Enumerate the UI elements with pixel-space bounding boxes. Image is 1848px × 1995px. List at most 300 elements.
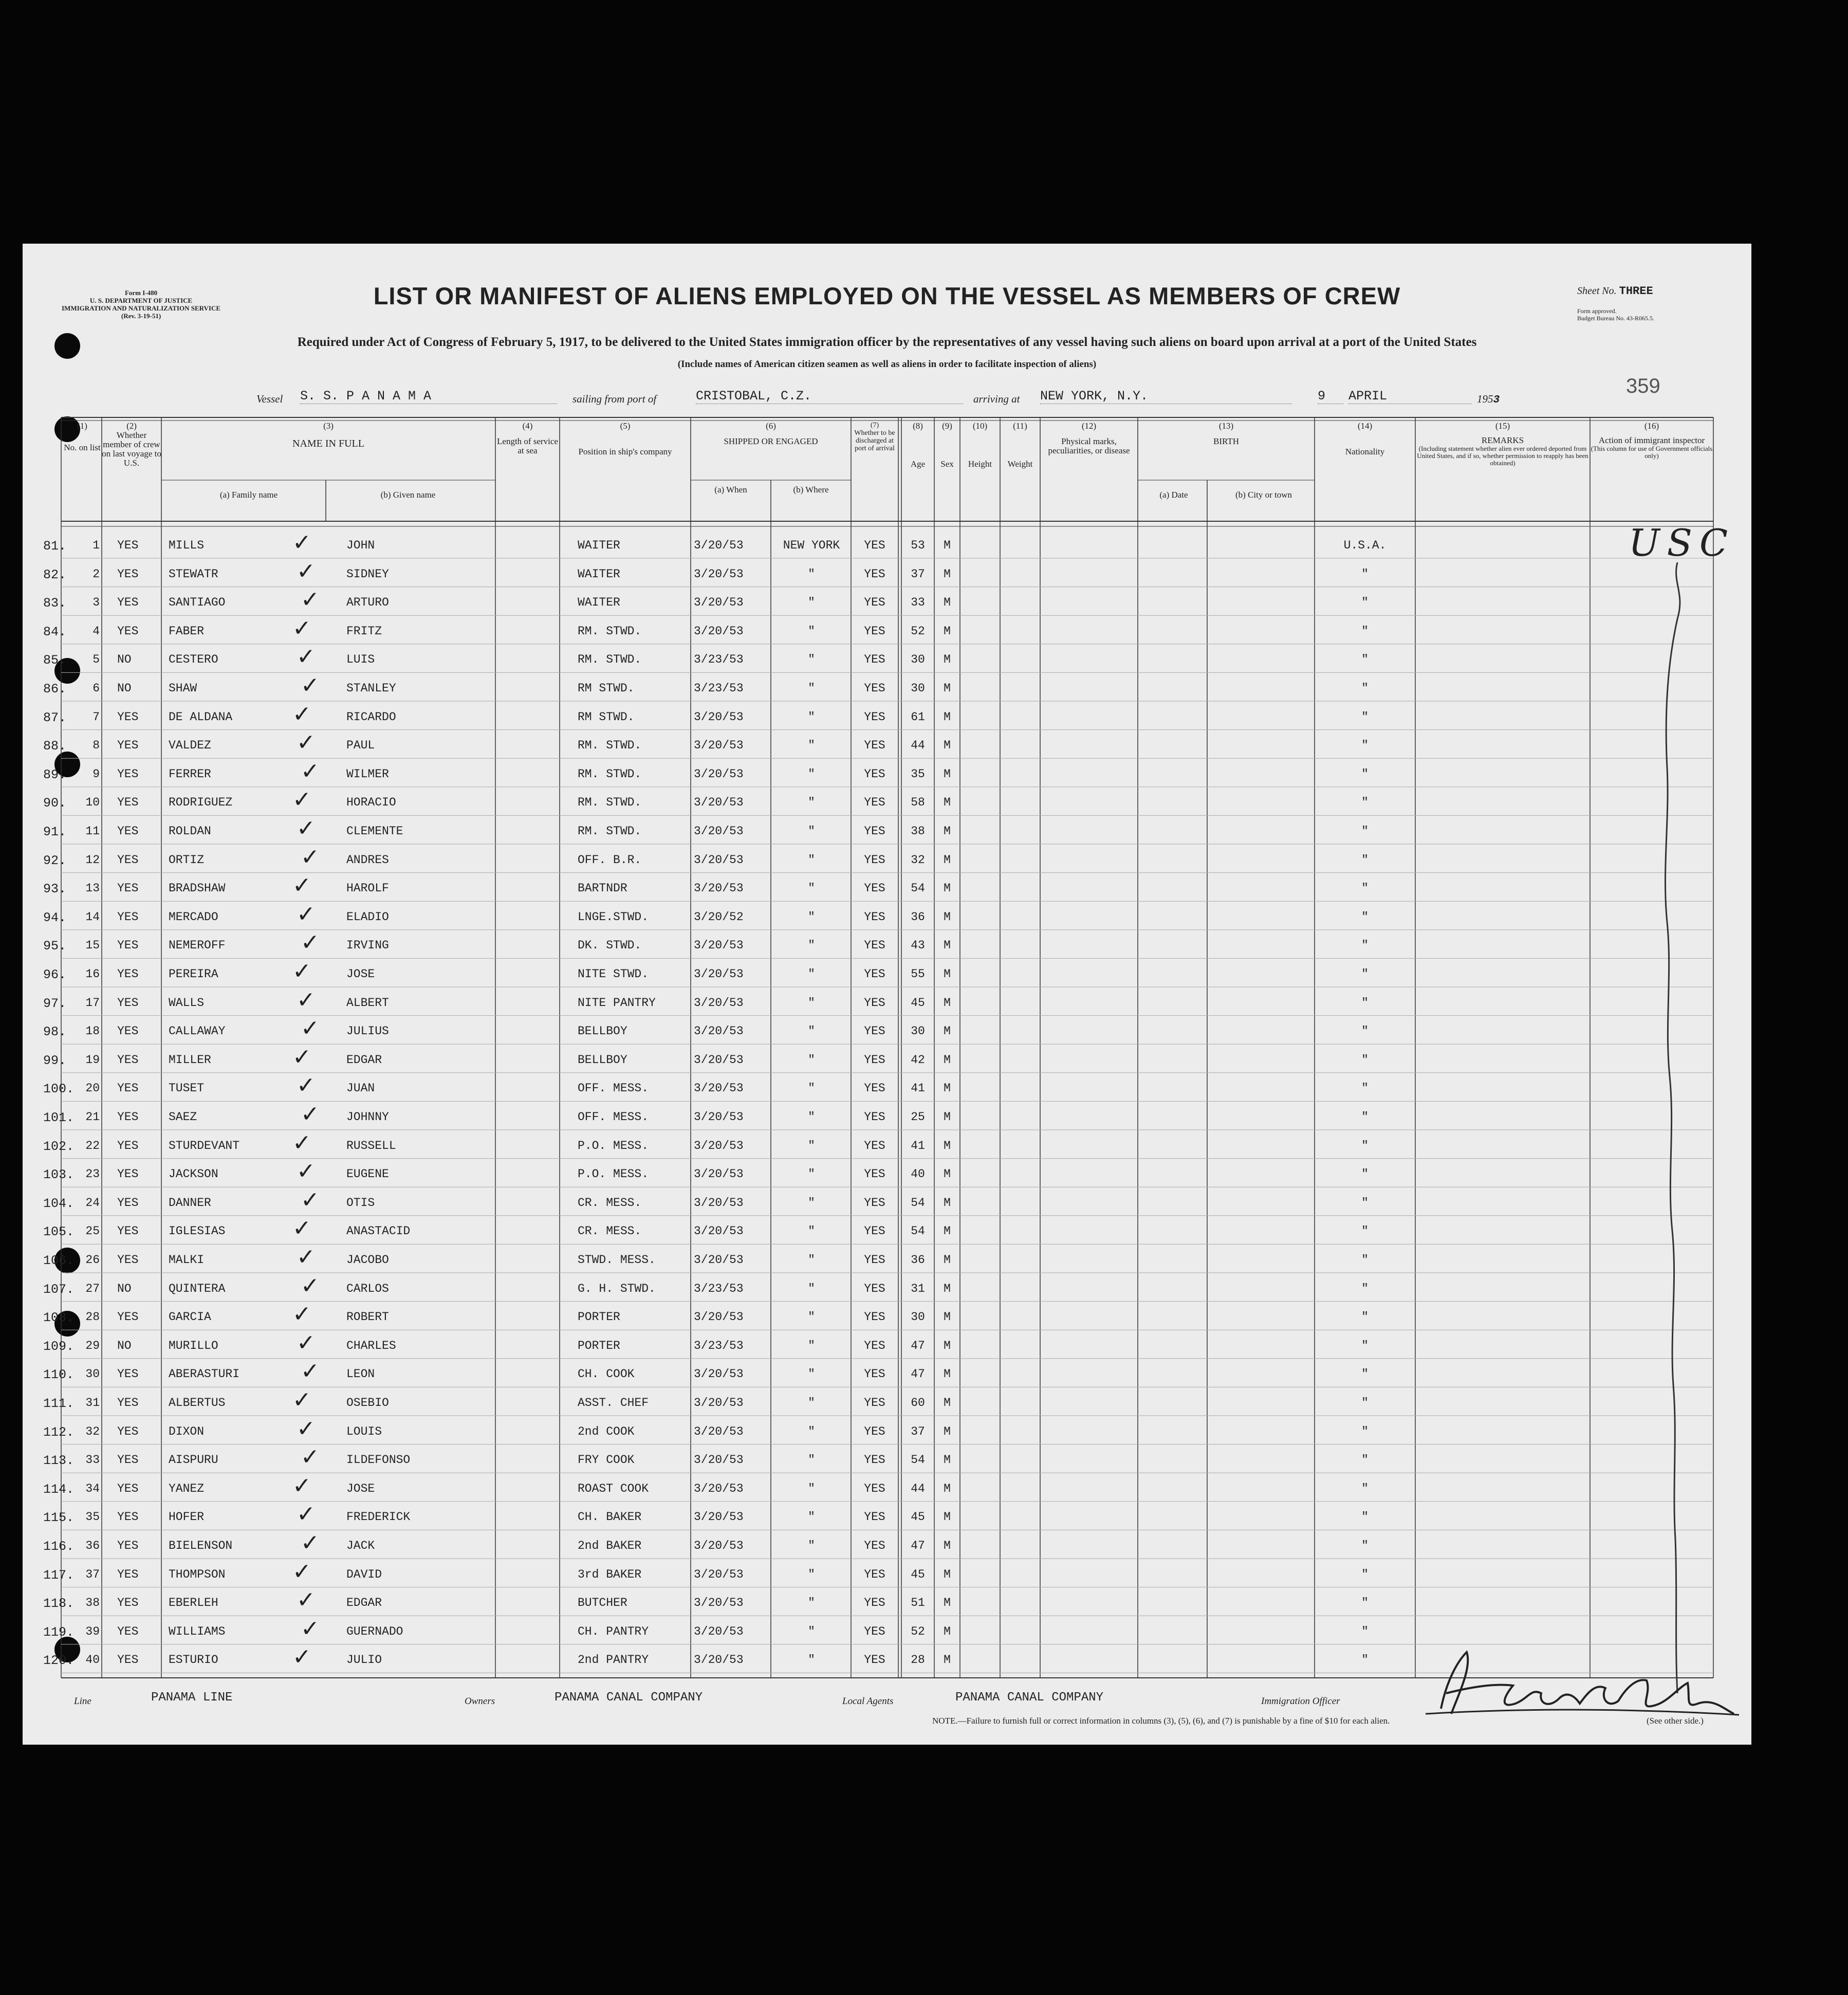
sequence-number: 89. — [43, 767, 67, 782]
row-number: 5 — [93, 653, 100, 667]
given-name: DAVID — [346, 1567, 382, 1581]
row-number: 22 — [85, 1139, 100, 1152]
last-voyage: NO — [117, 682, 132, 695]
check-mark-icon: ✓ — [297, 729, 316, 756]
discharged: YES — [864, 1596, 885, 1610]
age: 40 — [911, 1167, 925, 1181]
given-name: ROBERT — [346, 1310, 389, 1324]
age: 61 — [911, 710, 925, 724]
given-name: JULIUS — [346, 1024, 389, 1038]
check-mark-icon: ✓ — [292, 1387, 311, 1413]
discharged: YES — [864, 1196, 885, 1210]
last-voyage: YES — [117, 1253, 139, 1267]
sequence-number: 93. — [43, 882, 67, 897]
age: 54 — [911, 1196, 925, 1210]
sex: M — [944, 1053, 951, 1067]
row-number: 6 — [93, 682, 100, 695]
row-number: 17 — [85, 996, 100, 1010]
sex: M — [944, 1167, 951, 1181]
age: 45 — [911, 996, 925, 1010]
shipped-where: " — [808, 825, 815, 838]
sequence-number: 119. — [43, 1624, 75, 1640]
position: OFF. MESS. — [578, 1082, 649, 1095]
shipped-when: 3/20/53 — [694, 1481, 744, 1495]
given-name: FRITZ — [346, 624, 382, 638]
age: 30 — [911, 1310, 925, 1324]
discharged: YES — [864, 882, 885, 895]
position: BELLBOY — [578, 1053, 627, 1067]
age: 44 — [911, 739, 925, 753]
shipped-where: " — [808, 1253, 815, 1267]
sex: M — [944, 539, 951, 552]
position: STWD. MESS. — [578, 1253, 656, 1267]
last-voyage: YES — [117, 1367, 139, 1381]
shipped-when: 3/20/53 — [694, 1253, 744, 1267]
discharged: YES — [864, 1453, 885, 1467]
last-voyage: YES — [117, 967, 139, 981]
check-mark-icon: ✓ — [292, 1558, 311, 1585]
discharged: YES — [864, 1167, 885, 1181]
shipped-when: 3/20/53 — [694, 1167, 744, 1181]
position: 2nd COOK — [578, 1424, 635, 1438]
check-mark-icon: ✓ — [297, 1329, 316, 1356]
sheet-number: Sheet No. THREE — [1577, 285, 1653, 298]
arrival-day: 9 — [1318, 389, 1343, 404]
row-number: 38 — [85, 1596, 100, 1610]
age: 30 — [911, 653, 925, 667]
sequence-number: 120. — [43, 1653, 75, 1669]
sequence-number: 88. — [43, 739, 67, 754]
family-name: PEREIRA — [169, 967, 218, 981]
given-name: EUGENE — [346, 1167, 389, 1181]
last-voyage: NO — [117, 1282, 132, 1295]
position: NITE PANTRY — [578, 996, 656, 1010]
sex: M — [944, 1453, 951, 1467]
check-mark-icon: ✓ — [297, 644, 316, 670]
family-name: CESTERO — [169, 653, 218, 667]
nationality: " — [1361, 1367, 1369, 1381]
sequence-number: 96. — [43, 967, 67, 982]
family-name: QUINTERA — [169, 1282, 226, 1295]
age: 54 — [911, 1453, 925, 1467]
manifest-sheet — [23, 244, 1751, 1745]
age: 54 — [911, 1224, 925, 1238]
sex: M — [944, 1367, 951, 1381]
row-number: 14 — [85, 910, 100, 924]
position: P.O. MESS. — [578, 1167, 649, 1181]
check-mark-icon: ✓ — [292, 615, 311, 642]
given-name: CLEMENTE — [346, 825, 403, 838]
position: P.O. MESS. — [578, 1139, 649, 1152]
row-number: 19 — [85, 1053, 100, 1067]
inspector-mark: USC — [1629, 521, 1735, 564]
discharged: YES — [864, 710, 885, 724]
discharged: YES — [864, 1396, 885, 1410]
age: 33 — [911, 596, 925, 610]
row-number: 18 — [85, 1024, 100, 1038]
check-mark-icon: ✓ — [292, 1472, 311, 1499]
sequence-number: 114. — [43, 1481, 75, 1497]
family-name: BIELENSON — [169, 1539, 233, 1552]
family-name: THOMPSON — [169, 1567, 226, 1581]
shipped-where: " — [808, 1396, 815, 1410]
shipped-where: " — [808, 1339, 815, 1352]
discharged: YES — [864, 653, 885, 667]
port-of-arrival: NEW YORK, N.Y. — [1040, 389, 1292, 404]
sex: M — [944, 710, 951, 724]
given-name: JOSE — [346, 967, 375, 981]
sex: M — [944, 624, 951, 638]
shipped-when: 3/20/53 — [694, 853, 744, 867]
row-number: 11 — [85, 825, 100, 838]
age: 55 — [911, 967, 925, 981]
discharged: YES — [864, 796, 885, 810]
check-mark-icon: ✓ — [301, 929, 320, 956]
last-voyage: YES — [117, 1396, 139, 1410]
arrival-month: APRIL — [1348, 389, 1472, 404]
sequence-number: 115. — [43, 1510, 75, 1526]
nationality: " — [1361, 624, 1369, 638]
shipped-where: " — [808, 1596, 815, 1610]
nationality: " — [1361, 1339, 1369, 1352]
shipped-when: 3/20/53 — [694, 1024, 744, 1038]
agents-label: Local Agents — [842, 1696, 894, 1707]
family-name: STURDEVANT — [169, 1139, 240, 1152]
nationality: " — [1361, 1024, 1369, 1038]
position: BARTNDR — [578, 882, 627, 895]
given-name: EDGAR — [346, 1596, 382, 1610]
shipped-where: " — [808, 1082, 815, 1095]
given-name: PAUL — [346, 739, 375, 753]
check-mark-icon: ✓ — [301, 1444, 320, 1471]
age: 37 — [911, 1424, 925, 1438]
check-mark-icon: ✓ — [292, 1129, 311, 1156]
last-voyage: YES — [117, 1481, 139, 1495]
nationality: " — [1361, 1567, 1369, 1581]
shipped-where: " — [808, 939, 815, 953]
position: OFF. B.R. — [578, 853, 642, 867]
given-name: JULIO — [346, 1653, 382, 1667]
age: 41 — [911, 1139, 925, 1152]
owners-name: PANAMA CANAL COMPANY — [555, 1691, 703, 1705]
family-name: JACKSON — [169, 1167, 218, 1181]
age: 30 — [911, 682, 925, 695]
discharged: YES — [864, 967, 885, 981]
sex: M — [944, 1253, 951, 1267]
discharged: YES — [864, 539, 885, 552]
family-name: ORTIZ — [169, 853, 205, 867]
position: WAITER — [578, 567, 620, 581]
position: ASST. CHEF — [578, 1396, 649, 1410]
shipped-where: " — [808, 910, 815, 924]
discharged: YES — [864, 1653, 885, 1667]
given-name: JACOBO — [346, 1253, 389, 1267]
shipped-where: " — [808, 682, 815, 695]
shipped-when: 3/20/53 — [694, 1053, 744, 1067]
last-voyage: YES — [117, 596, 139, 610]
age: 36 — [911, 910, 925, 924]
shipped-when: 3/20/53 — [694, 1367, 744, 1381]
nationality: " — [1361, 739, 1369, 753]
given-name: HORACIO — [346, 796, 396, 810]
sex: M — [944, 853, 951, 867]
page-number: 359 — [1626, 375, 1660, 397]
check-mark-icon: ✓ — [297, 1501, 316, 1528]
nationality: " — [1361, 1053, 1369, 1067]
header-col-2: (2) Whether member of crew on last voyage to U.S. — [102, 421, 161, 468]
given-name: EDGAR — [346, 1053, 382, 1067]
given-name: ANASTACID — [346, 1224, 411, 1238]
given-name: JACK — [346, 1539, 375, 1552]
discharged: YES — [864, 1624, 885, 1638]
sex: M — [944, 1282, 951, 1295]
row-number: 13 — [85, 882, 100, 895]
check-mark-icon: ✓ — [292, 872, 311, 899]
family-name: SAEZ — [169, 1110, 197, 1124]
last-voyage: YES — [117, 567, 139, 581]
given-name: OSEBIO — [346, 1396, 389, 1410]
row-number: 29 — [85, 1339, 100, 1352]
family-name: GARCIA — [169, 1310, 211, 1324]
subtitle-note: (Include names of American citizen seamen as well as aliens in order to facilitate inspection of aliens) — [677, 359, 1097, 370]
row-number: 33 — [85, 1453, 100, 1467]
given-name: HAROLF — [346, 882, 389, 895]
last-voyage: YES — [117, 853, 139, 867]
sequence-number: 98. — [43, 1024, 67, 1040]
shipped-where: " — [808, 996, 815, 1010]
sex: M — [944, 939, 951, 953]
sex: M — [944, 1424, 951, 1438]
shipped-where: " — [808, 1481, 815, 1495]
last-voyage: YES — [117, 882, 139, 895]
sex: M — [944, 882, 951, 895]
header-col-10: (10) Height — [968, 421, 992, 469]
header-col-6a: (a) When — [714, 485, 747, 495]
nationality: " — [1361, 1481, 1369, 1495]
age: 58 — [911, 796, 925, 810]
discharged: YES — [864, 1253, 885, 1267]
family-name: DANNER — [169, 1196, 211, 1210]
sequence-number: 101. — [43, 1110, 75, 1125]
shipped-where: " — [808, 853, 815, 867]
header-col-13b: (b) City or town — [1235, 490, 1292, 500]
given-name: RUSSELL — [346, 1139, 396, 1152]
family-name: FABER — [169, 624, 205, 638]
shipped-where: " — [808, 1110, 815, 1124]
sex: M — [944, 739, 951, 753]
age: 36 — [911, 1253, 925, 1267]
last-voyage: YES — [117, 1310, 139, 1324]
position: ROAST COOK — [578, 1481, 649, 1495]
shipped-where: " — [808, 1282, 815, 1295]
last-voyage: YES — [117, 1196, 139, 1210]
sequence-number: 86. — [43, 682, 67, 697]
age: 60 — [911, 1396, 925, 1410]
age: 47 — [911, 1367, 925, 1381]
shipped-where: " — [808, 1224, 815, 1238]
line-label: Line — [74, 1696, 91, 1707]
row-number: 27 — [85, 1282, 100, 1295]
shipped-when: 3/20/53 — [694, 739, 744, 753]
discharged: YES — [864, 596, 885, 610]
nationality: " — [1361, 853, 1369, 867]
nationality: " — [1361, 710, 1369, 724]
last-voyage: YES — [117, 1082, 139, 1095]
shipped-where: " — [808, 1453, 815, 1467]
family-name: MALKI — [169, 1253, 205, 1267]
check-mark-icon: ✓ — [297, 815, 316, 841]
row-number: 31 — [85, 1396, 100, 1410]
sex: M — [944, 1139, 951, 1152]
shipped-where: " — [808, 796, 815, 810]
sex: M — [944, 1567, 951, 1581]
vessel-name: S. S. P A N A M A — [300, 389, 557, 404]
nationality: " — [1361, 567, 1369, 581]
header-col-9: (9) Sex — [940, 421, 954, 469]
family-name: NEMEROFF — [169, 939, 226, 953]
check-mark-icon: ✓ — [292, 701, 311, 727]
shipped-when: 3/20/53 — [694, 996, 744, 1010]
officer-signature — [1410, 1632, 1739, 1724]
family-name: MERCADO — [169, 910, 218, 924]
age: 44 — [911, 1481, 925, 1495]
given-name: CARLOS — [346, 1282, 389, 1295]
last-voyage: NO — [117, 653, 132, 667]
last-voyage: YES — [117, 1653, 139, 1667]
last-voyage: YES — [117, 1567, 139, 1581]
header-col-3: (3) NAME IN FULL — [292, 421, 364, 449]
sequence-number: 116. — [43, 1539, 75, 1554]
row-number: 8 — [93, 739, 100, 753]
position: CH. BAKER — [578, 1510, 642, 1524]
header-col-14: (14) Nationality — [1345, 421, 1385, 456]
discharged: YES — [864, 1567, 885, 1581]
discharged: YES — [864, 1539, 885, 1552]
position: RM. STWD. — [578, 825, 642, 838]
position: PORTER — [578, 1310, 620, 1324]
age: 47 — [911, 1339, 925, 1352]
discharged: YES — [864, 939, 885, 953]
sex: M — [944, 1510, 951, 1524]
check-mark-icon: ✓ — [297, 1415, 316, 1442]
check-mark-icon: ✓ — [292, 529, 311, 556]
shipped-when: 3/20/53 — [694, 710, 744, 724]
check-mark-icon: ✓ — [301, 1101, 320, 1127]
given-name: ARTURO — [346, 596, 389, 610]
shipped-where: " — [808, 1310, 815, 1324]
sex: M — [944, 1224, 951, 1238]
check-mark-icon: ✓ — [301, 1530, 320, 1556]
row-number: 20 — [85, 1082, 100, 1095]
position: WAITER — [578, 539, 620, 552]
shipped-when: 3/20/53 — [694, 1224, 744, 1238]
header-col-16: (16) Action of immigrant inspector (This column for use of Government officials only) — [1591, 421, 1713, 460]
vessel-label: Vessel — [256, 393, 283, 405]
header-col-13: (13) BIRTH — [1213, 421, 1239, 446]
discharged: YES — [864, 1510, 885, 1524]
shipped-when: 3/23/53 — [694, 653, 744, 667]
discharged: YES — [864, 682, 885, 695]
position: RM. STWD. — [578, 653, 642, 667]
sex: M — [944, 682, 951, 695]
sequence-number: 90. — [43, 796, 67, 811]
shipped-where: " — [808, 710, 815, 724]
last-voyage: YES — [117, 624, 139, 638]
position: BUTCHER — [578, 1596, 627, 1610]
last-voyage: YES — [117, 825, 139, 838]
family-name: RODRIGUEZ — [169, 796, 233, 810]
nationality: " — [1361, 1596, 1369, 1610]
sequence-number: 107. — [43, 1282, 75, 1297]
last-voyage: YES — [117, 767, 139, 781]
given-name: LEON — [346, 1367, 375, 1381]
shipped-when: 3/20/53 — [694, 567, 744, 581]
given-name: JOHN — [346, 539, 375, 552]
position: RM STWD. — [578, 710, 635, 724]
shipped-when: 3/20/53 — [694, 1510, 744, 1524]
sex: M — [944, 796, 951, 810]
sex: M — [944, 1024, 951, 1038]
given-name: ILDEFONSO — [346, 1453, 411, 1467]
last-voyage: YES — [117, 539, 139, 552]
sequence-number: 105. — [43, 1224, 75, 1240]
family-name: ABERASTURI — [169, 1367, 240, 1381]
shipped-when: 3/20/53 — [694, 1082, 744, 1095]
family-name: IGLESIAS — [169, 1224, 226, 1238]
age: 28 — [911, 1653, 925, 1667]
position: 2nd BAKER — [578, 1539, 642, 1552]
age: 25 — [911, 1110, 925, 1124]
given-name: FREDERICK — [346, 1510, 411, 1524]
age: 32 — [911, 853, 925, 867]
sequence-number: 81. — [43, 539, 67, 554]
family-name: VALDEZ — [169, 739, 211, 753]
shipped-when: 3/20/53 — [694, 939, 744, 953]
sequence-number: 94. — [43, 910, 67, 925]
nationality: " — [1361, 1310, 1369, 1324]
nationality: " — [1361, 1396, 1369, 1410]
header-col-8: (8) Age — [910, 421, 926, 469]
sex: M — [944, 1196, 951, 1210]
shipped-when: 3/20/53 — [694, 967, 744, 981]
last-voyage: YES — [117, 939, 139, 953]
shipped-where: " — [808, 1424, 815, 1438]
position: FRY COOK — [578, 1453, 635, 1467]
last-voyage: YES — [117, 910, 139, 924]
row-number: 12 — [85, 853, 100, 867]
given-name: CHARLES — [346, 1339, 396, 1352]
shipped-when: 3/20/53 — [694, 1539, 744, 1552]
age: 41 — [911, 1082, 925, 1095]
sex: M — [944, 1539, 951, 1552]
row-number: 40 — [85, 1653, 100, 1667]
last-voyage: YES — [117, 1110, 139, 1124]
header-col-6: (6) SHIPPED OR ENGAGED — [724, 421, 818, 446]
given-name: JOHNNY — [346, 1110, 389, 1124]
last-voyage: YES — [117, 796, 139, 810]
shipped-where: " — [808, 967, 815, 981]
sequence-number: 104. — [43, 1196, 75, 1211]
age: 51 — [911, 1596, 925, 1610]
position: CR. MESS. — [578, 1196, 642, 1210]
last-voyage: YES — [117, 1024, 139, 1038]
nationality: " — [1361, 1196, 1369, 1210]
shipped-when: 3/20/53 — [694, 882, 744, 895]
row-number: 1 — [93, 539, 100, 552]
see-other-side: (See other side.) — [1647, 1716, 1704, 1726]
header-col-3a: (a) Family name — [219, 490, 278, 500]
discharged: YES — [864, 1053, 885, 1067]
